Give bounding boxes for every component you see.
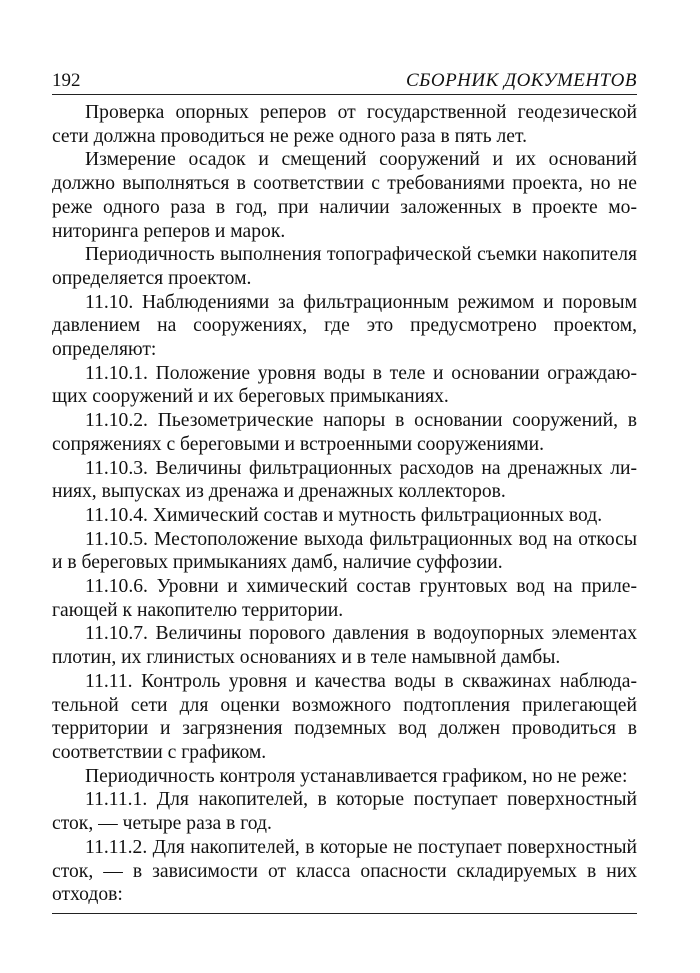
paragraph: 11.10.5. Местоположение выхода фильтрационных вод на откосы и в береговых примыканиях дамб, наличие суффозии. (52, 528, 637, 574)
paragraph: 11.10.6. Уровни и химический состав грунтовых вод на прилегающей к накопителю территории. (52, 576, 637, 621)
paragraph: Периодичность выполнения топографической съемки накопителя определяется проектом. (52, 244, 637, 289)
book-title: СБОРНИК ДОКУМЕНТОВ (405, 70, 637, 91)
paragraph: 11.10.7. Величины порового давления в водоупорных элементах плотин, их глинистых основаниях и в теле намывной дамбы. (52, 623, 637, 669)
paragraph: 11.10.4. Химический состав и мутность фильтрационных вод. (85, 504, 603, 526)
page-number: 192 (52, 70, 81, 91)
paragraph: 11.11. Контроль уровня и качества воды в скважинах наблюдательной сети для оценки возможного подтопления прилегающей территории и загрязнения подземных вод должен проводиться в соответствии с графиком. (52, 670, 637, 763)
body-text (52, 101, 637, 907)
paragraph: 11.10.1. Положение уровня воды в теле и основании ограждающих сооружений и их береговых примыканиях. (52, 362, 637, 408)
paragraph: 11.11.2. Для накопителей, в которые не поступает поверхностный сток, — в зависимости от класса опасности складируемых в них отходов: (52, 836, 637, 906)
paragraph: 11.10.2. Пьезометрические напоры в основании сооружений, в сопряжениях с береговыми и встроенными сооружениями. (52, 410, 637, 455)
paragraph: 11.11.1. Для накопителей, в которые поступает поверхностный сток, — четыре раза в год. (52, 789, 637, 835)
paragraph: 11.10.3. Величины фильтрационных расходов на дренажных линиях, выпусках из дренажа и дренажных коллекторов. (52, 457, 637, 503)
running-header (52, 70, 637, 95)
paragraph: Проверка опорных реперов от государственной геодезической сети должна проводиться не реже одного раза в пять лет. (52, 102, 637, 147)
paragraph: Измерение осадок и смещений сооружений и их оснований должно выполняться в соответствии с требованиями проекта, но не реже одного раза в год, при наличии заложенных в проекте мониторинга реперов и марок. (52, 149, 637, 242)
paragraph: 11.10. Наблюдениями за фильтрационным режимом и поровым давлением на сооружениях, где это предусмотрено проектом, определяют: (52, 291, 637, 361)
paragraph: Периодичность контроля устанавливается графиком, но не реже: (85, 765, 628, 787)
document-page (52, 70, 637, 914)
bottom-rule (52, 913, 637, 914)
